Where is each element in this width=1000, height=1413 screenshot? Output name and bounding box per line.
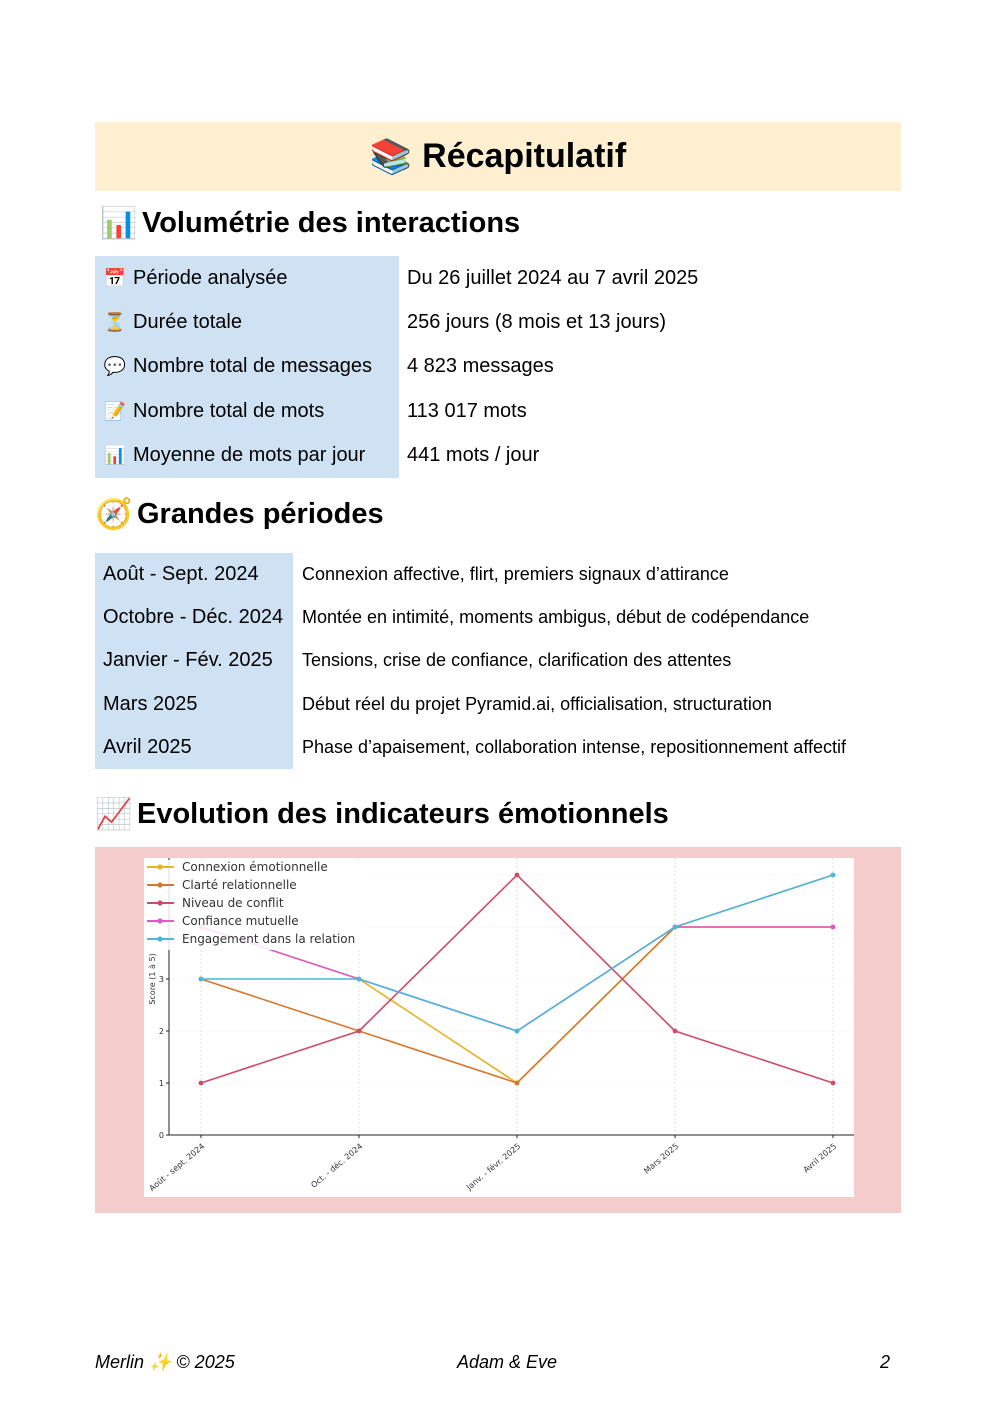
row-value: 256 jours (8 mois et 13 jours) [407, 311, 667, 334]
legend-label-3: Confiance mutuelle [182, 914, 299, 928]
y-axis-label: Score (1 à 5) [148, 953, 157, 1005]
table-row [95, 345, 706, 389]
periodes-table [95, 553, 854, 769]
emotional-indicators-chart [144, 858, 854, 1197]
x-tick-label: Août - sept. 2024 [147, 1141, 207, 1193]
y-tick-label: 3 [158, 975, 164, 984]
series-point-3 [831, 925, 836, 930]
section-periodes-title: Grandes périodes [137, 498, 384, 530]
section-evolution-title: Evolution des indicateurs émotionnels [137, 798, 669, 830]
footer-center: Adam & Eve [457, 1352, 558, 1372]
row-label-cell [95, 345, 399, 389]
period-description: Début réel du projet Pyramid.ai, officialisation, structuration [302, 693, 772, 714]
speech-bubble-icon: 💬 [103, 356, 127, 377]
footer-page-number: 2 [880, 1352, 891, 1372]
period-label: Mars 2025 [95, 683, 293, 726]
section-periodes-heading [95, 497, 384, 532]
bar-chart-icon: 📊 [103, 445, 127, 466]
books-icon: 📚 [369, 137, 413, 176]
row-label: Nombre total de messages [133, 355, 373, 378]
period-label: Octobre - Déc. 2024 [95, 596, 293, 639]
hourglass-icon: ⏳ [103, 312, 127, 333]
x-tick-label: Avril 2025 [801, 1141, 839, 1175]
section-volumetrie-heading [100, 206, 520, 241]
row-label-cell [95, 300, 399, 344]
legend-marker-2 [157, 900, 162, 905]
section-evolution-heading [95, 797, 669, 832]
legend-marker-4 [157, 936, 162, 941]
table-row [95, 726, 854, 769]
legend-marker-3 [157, 918, 162, 923]
series-point-1 [515, 1081, 520, 1086]
row-value: 113 017 mots [407, 399, 527, 422]
legend-label-4: Engagement dans la relation [182, 932, 356, 946]
legend-marker-0 [157, 864, 162, 869]
row-label-cell [95, 389, 399, 433]
series-point-2 [831, 1081, 836, 1086]
row-label: Nombre total de mots [133, 399, 325, 422]
series-point-4 [357, 977, 362, 982]
legend-label-0: Connexion émotionnelle [182, 860, 328, 874]
series-point-2 [199, 1081, 204, 1086]
calendar-icon: 📅 [103, 267, 127, 288]
table-row [95, 639, 854, 682]
memo-icon: 📝 [103, 400, 127, 421]
line-chart-svg [144, 858, 854, 1197]
trend-chart-icon: 📈 [95, 798, 133, 831]
table-row [95, 683, 854, 726]
period-description: Montée en intimité, moments ambigus, début de codépendance [302, 607, 810, 628]
table-row [95, 434, 706, 478]
section-volumetrie-title: Volumétrie des interactions [142, 207, 521, 239]
period-label: Avril 2025 [95, 726, 293, 769]
x-tick-label: Oct. - déc. 2024 [309, 1141, 365, 1190]
row-value: Du 26 juillet 2024 au 7 avril 2025 [407, 266, 699, 289]
period-description: Connexion affective, flirt, premiers signaux d’attirance [302, 564, 729, 585]
title-banner [95, 122, 901, 191]
series-point-4 [515, 1029, 520, 1034]
legend-marker-1 [157, 882, 162, 887]
x-tick-label: Mars 2025 [642, 1141, 681, 1176]
table-row [95, 300, 706, 344]
y-tick-label: 0 [158, 1131, 164, 1140]
row-label-cell [95, 256, 399, 300]
bar-chart-icon: 📊 [100, 207, 138, 240]
x-tick-label: Janv. - févr. 2025 [464, 1141, 523, 1192]
period-description: Phase d’apaisement, collaboration intense, repositionnement affectif [302, 736, 847, 757]
row-label-cell [95, 434, 399, 478]
table-row [95, 553, 854, 596]
row-value: 441 mots / jour [407, 444, 540, 467]
period-label: Janvier - Fév. 2025 [95, 639, 293, 682]
row-label: Période analysée [133, 266, 288, 289]
legend-label-2: Niveau de conflit [182, 896, 284, 910]
volumetrie-table [95, 256, 706, 478]
series-point-2 [357, 1029, 362, 1034]
y-tick-label: 1 [158, 1079, 164, 1088]
row-label: Moyenne de mots par jour [133, 444, 366, 467]
series-point-4 [673, 925, 678, 930]
period-label: Août - Sept. 2024 [95, 553, 293, 596]
series-point-4 [199, 977, 204, 982]
compass-icon: 🧭 [95, 498, 133, 531]
footer-left: Merlin ✨ © 2025 [95, 1352, 235, 1372]
table-row [95, 389, 706, 433]
table-row [95, 256, 706, 300]
page-title: Récapitulatif [422, 137, 627, 175]
legend-label-1: Clarté relationnelle [182, 878, 297, 892]
series-point-2 [673, 1029, 678, 1034]
y-tick-label: 2 [158, 1027, 164, 1036]
period-description: Tensions, crise de confiance, clarification des attentes [302, 650, 732, 671]
table-row [95, 596, 854, 639]
row-label: Durée totale [133, 311, 242, 334]
series-point-2 [515, 873, 520, 878]
series-point-4 [831, 873, 836, 878]
row-value: 4 823 messages [407, 355, 554, 378]
